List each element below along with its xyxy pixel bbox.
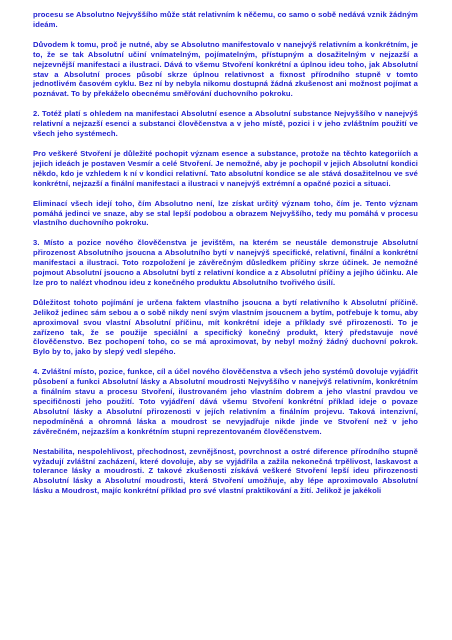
paragraph-8: 4. Zvláštní místo, pozice, funkce, cíl a účel nového člověčenstva a všech jeho systémů dovoluje vyjádřit působení a funkci Absolutní lásky a Absolutní moudrosti Nejvyššího v nanejvýš relativním, konkrétním a finálním stavu a procesu Stvoření, ilustrovaném jeho vlastním dobrem a jeho vlastní pravdou ve specifičnosti jeho použití. Toto vyjádření dává všemu Stvoření konkrétní příklad ideje o povaze Absolutní lásky a Absolutní přirozenosti v jejích relativním a finálním projevu. Taková intenzivní, nepodmíněná a ohromná láska a moudrost se nevyjadřuje nikde jinde ve Stvoření než v jeho závěrečném, nejzazším a konkrétním stupni reprezentovaném člověčenstvem. xyxy=(33,367,418,436)
paragraph-7: Důležitost tohoto pojímání je určena faktem vlastního jsoucna a bytí relativního k Absolutní příčině. Jelikož jedinec sám sebou a o sobě nikdy není svým vlastním jsoucnem a bytím, potřebuje k tomu, aby aproximoval svou vlastní Absolutní příčinu, mít konkrétní ideje a příklady své přirozenosti. To je zařízeno tak, že se použije speciální a specifický konečný produkt, který představuje nové člověčenstvo. Bez pochopení toho, co se má aproximovat, by nebyl možný žádný duchovní pokrok. Bylo by to, jako by slepý vedl slepého. xyxy=(33,297,418,357)
paragraph-4: Pro veškeré Stvoření je důležité pochopit význam esence a substance, protože na těchto kategoriích a jejich ideách je postaven Vesmír a celé Stvoření. Je nemožné, aby je pochopil v jejich Absolutní kondici někdo, kdo je vzhledem k ní v kondici relativní. Tato absolutní kondice se ale stává dosažitelnou ve své konkrétní, nejzazší a finální manifestaci a ilustraci v nanejvýš extrémní a opačné pozici a situaci. xyxy=(33,148,418,188)
paragraph-2: Důvodem k tomu, proč je nutné, aby se Absolutno manifestovalo v nanejvýš relativním a konkrétním, je to, že se tak Absolutní učiní vnímatelným, pojímatelným, přístupným a dosažitelným v nejzazší a nejzevnější manifestaci a ilustraci. Dává to všemu Stvoření konkrétní a úplnou ideu toho, jak Absolutní stav a Absolutní proces působí skrze úplnou relativnost a fixnost přírodního stupně v tomto jednotlivém časovém cyklu. Bez ní by nebyla nikomu dostupná žádná zkušenost ani možnost pojímat a poznávat. To by překáželo obecnému směřování duchovního pokroku. xyxy=(33,39,418,99)
paragraph-9: Nestabilita, nespolehlivost, přechodnost, zevnějšnost, povrchnost a ostré diference přírodního stupně vyžadují zvláštní zacházení, které dovoluje, aby se vyjádřila a zažila nekonečná trpělivost, laskavost a tolerance lásky a moudrosti. Z takové zkušenosti získává veškeré Stvoření lepší ideu přirozenosti Absolutní lásky a Absolutní moudrosti, která Stvoření umožňuje, aby lépe aproximovalo Absolutní lásku a Moudrost, majíc konkrétní příklad pro své vlastní praktikování a žití. Jelikož je jakékoli xyxy=(33,446,418,496)
paragraph-5: Eliminací všech idejí toho, čím Absolutno není, lze získat určitý význam toho, čím je. Tento význam pomáhá jedinci ve snaze, aby se stal lepší podobou a obrazem Nejvyššího, tedy mu pomáhá v procesu vlastního duchovního pokroku. xyxy=(33,198,418,228)
paragraph-6: 3. Místo a pozice nového člověčenstva je jevištěm, na kterém se neustále demonstruje Absolutní přirozenost Absolutního jsoucna a Absolutního bytí v nanejvýš specifické, relativní, finální a konkrétní manifestaci a ilustraci. Toto rozpoložení je závěrečným důsledkem příčiny skrze účinek. Je nemožné pojmout Absolutní jsoucno a Absolutní bytí z relativní kondice a z Absolutní příčiny a jejího účinku. Ale lze pro to nalézt vhodnou ideu z konečného produktu Absolutního tvořivého úsilí. xyxy=(33,238,418,287)
document-page xyxy=(33,10,418,506)
paragraph-1: procesu se Absolutno Nejvyššího může stát relativním k něčemu, co samo o sobě nedává vznik žádným ideám. xyxy=(33,10,419,29)
paragraph-3: 2. Totéž platí s ohledem na manifestaci Absolutní esence a Absolutní substance Nejvyššího v nanejvýš relativní a nejzazší esenci a substanci člověčenstva a v jeho místě, pozici i v jeho zvláštním použití ve všech jeho systémech. xyxy=(33,109,418,139)
